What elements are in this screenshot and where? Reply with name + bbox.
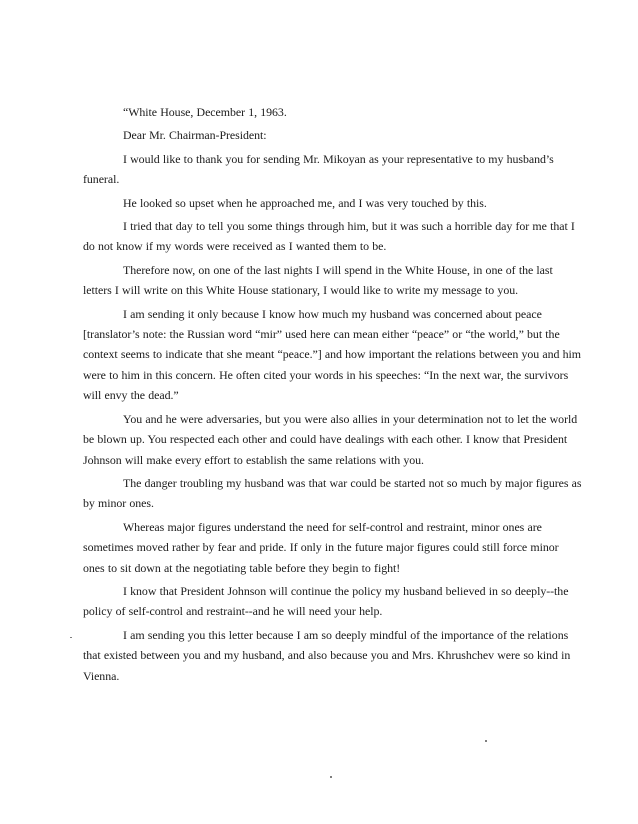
letter-paragraph: I would like to thank you for sending Mr. Mikoyan as your representative to my husband’s funeral.: [83, 151, 554, 187]
letter-paragraph: Whereas major figures understand the need for self-control and restraint, minor ones are sometimes moved rather by fear and pride. If only in the future major figures could still force minor ones to sit down at the negotiating table before they begin to fight!: [83, 519, 559, 575]
letter-paragraph: I know that President Johnson will continue the policy my husband believed in so deeply--the policy of self-control and restraint--and he will need your help.: [83, 583, 569, 619]
letter-paragraph: I am sending you this letter because I am so deeply mindful of the importance of the relations that existed between you and my husband, and also because you and Mrs. Khrushchev were so kind in Vienna.: [83, 627, 571, 683]
scan-speck: [330, 776, 332, 778]
letter-paragraph: Therefore now, on one of the last nights I will spend in the White House, in one of the last letters I will write on this White House stationary, I would like to write my message to you.: [83, 262, 553, 298]
letter-paragraph: I tried that day to tell you some things through him, but it was such a horrible day for me that I do not know if my words were received as I wanted them to be.: [83, 219, 575, 254]
letter-body: [83, 102, 583, 689]
letter-salutation: Dear Mr. Chairman-President:: [123, 128, 267, 143]
letter-paragraph: He looked so upset when he approached me, and I was very touched by this.: [123, 195, 487, 210]
letter-paragraph: The danger troubling my husband was that war could be started not so much by major figures as by minor ones.: [83, 475, 582, 511]
letter-paragraph: I am sending it only because I know how much my husband was concerned about peace [translator’s note: the Russian word “mir” used here can mean either “peace” or “the world,” but the context seems to indicate that she meant “peace.”] and how important the relations between you and him were to him in this concern. He often cited your words in his speeches: “In the next war, the survivors will envy the dead.”: [83, 306, 581, 403]
letter-heading: “White House, December 1, 1963.: [123, 105, 287, 119]
scan-speck: [70, 637, 72, 638]
letter-paragraph: You and he were adversaries, but you were also allies in your determination not to let the world be blown up. You respected each other and could have dealings with each other. I know that President Johnson will make every effort to establish the same relations with you.: [83, 411, 578, 467]
scan-speck: [485, 740, 487, 742]
